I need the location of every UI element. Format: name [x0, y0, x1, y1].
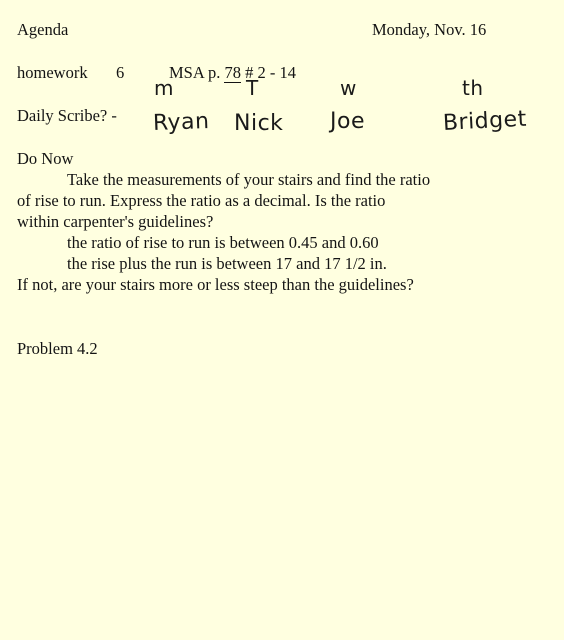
- homework-label: homework: [17, 63, 88, 82]
- handwritten-name-bridget: Bridget: [442, 106, 528, 136]
- homework-number: 6: [116, 63, 125, 82]
- handwritten-name-ryan: Ryan: [152, 109, 210, 136]
- handwritten-day-thursday: th: [462, 76, 484, 100]
- agenda-title: Agenda: [17, 20, 69, 39]
- do-now-line: of rise to run. Express the ratio as a decimal. Is the ratio: [17, 191, 386, 210]
- do-now-line: Take the measurements of your stairs and find the ratio: [67, 170, 431, 189]
- scribe-label: Daily Scribe? -: [17, 106, 117, 125]
- do-now-line: If not, are your stairs more or less steep than the guidelines?: [17, 275, 414, 294]
- assignment-prefix: MSA p.: [169, 63, 221, 82]
- handwritten-day-tuesday: T: [246, 76, 259, 100]
- handwritten-day-wednesday: w: [340, 76, 357, 100]
- homework-assignment: [169, 62, 296, 83]
- do-now-guideline: the ratio of rise to run is between 0.45 and 0.60: [67, 233, 379, 252]
- do-now-body: [17, 169, 542, 295]
- handwritten-name-joe: Joe: [330, 109, 365, 134]
- do-now-line: within carpenter's guidelines?: [17, 212, 214, 231]
- do-now-heading: Do Now: [17, 149, 74, 168]
- problem-label: Problem 4.2: [17, 339, 98, 358]
- handwritten-name-nick: Nick: [234, 111, 284, 136]
- assignment-problems: # 2 - 14: [245, 63, 296, 82]
- agenda-date: Monday, Nov. 16: [372, 20, 487, 39]
- assignment-page: 78: [224, 63, 241, 82]
- do-now-guideline: the rise plus the run is between 17 and 17 1/2 in.: [67, 254, 387, 273]
- handwritten-day-monday: m: [154, 76, 174, 100]
